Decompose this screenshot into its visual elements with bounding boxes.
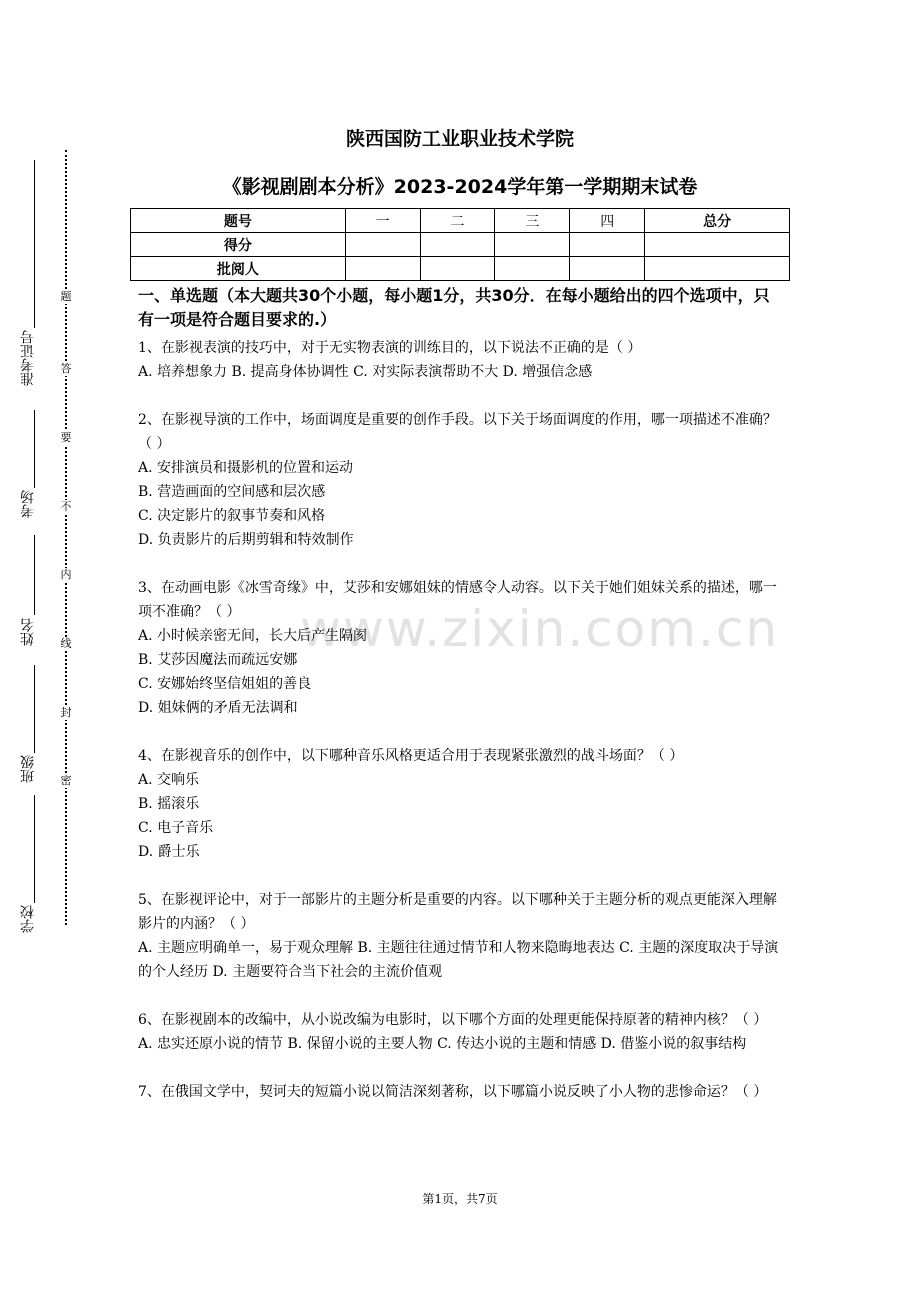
exam-room-label: 考场 <box>20 490 36 518</box>
question-item <box>138 408 784 552</box>
watermark: www.zixin.com.cn <box>300 600 780 658</box>
question-stem: 3、在动画电影《冰雪奇缘》中，艾莎和安娜姐妹的情感令人动容。以下关于她们姐妹关系的描述，哪一项不准确？（ ） <box>138 580 777 620</box>
exam-room-line <box>34 410 35 488</box>
question-option: D. 爵士乐 <box>138 844 200 860</box>
seal-char: 要 <box>60 431 72 444</box>
score-table-header-cell: 题号 <box>131 209 346 233</box>
score-table-header-cell: 四 <box>570 209 645 233</box>
question-item <box>138 1080 784 1104</box>
exam-id-label: 准考证号 <box>20 330 36 386</box>
question-option: A. 培养想象力 B. 提高身体协调性 C. 对实际表演帮助不大 D. 增强信念感 <box>138 364 593 380</box>
question-option: B. 艾莎因魔法而疏远安娜 <box>138 652 298 668</box>
question-option: A. 忠实还原小说的情节 B. 保留小说的主要人物 C. 传达小说的主题和情感 D. 借鉴小说的叙事结构 <box>138 1036 747 1052</box>
score-cell <box>570 257 645 281</box>
seal-char: 不 <box>60 500 72 513</box>
score-table-row <box>131 233 790 257</box>
seal-char: 密 <box>60 774 72 787</box>
seal-dotted-line <box>65 150 67 925</box>
score-cell <box>570 233 645 257</box>
name-line <box>34 535 35 615</box>
seal-char: 线 <box>60 637 72 650</box>
question-stem: 4、在影视音乐的创作中，以下哪种音乐风格更适合用于表现紧张激烈的战斗场面？（ ） <box>138 748 684 764</box>
question-option: A. 小时候亲密无间，长大后产生隔阂 <box>138 628 368 644</box>
class-line <box>34 665 35 753</box>
question-item <box>138 744 784 864</box>
score-table-header-row <box>131 209 790 233</box>
score-cell <box>645 257 790 281</box>
question-option: C. 安娜始终坚信姐姐的善良 <box>138 676 312 692</box>
question-list <box>138 336 784 1104</box>
question-option: C. 电子音乐 <box>138 820 214 836</box>
score-cell <box>420 257 495 281</box>
question-option: A. 主题应明确单一，易于观众理解 B. 主题往往通过情节和人物来隐晦地表达 C. 主题的深度取决于导演的个人经历 D. 主题要符合当下社会的主流价值观 <box>138 940 779 980</box>
question-item <box>138 576 784 720</box>
question-option: A. 安排演员和摄影机的位置和运动 <box>138 460 354 476</box>
score-table-header-cell: 三 <box>495 209 570 233</box>
question-item <box>138 336 784 384</box>
question-stem: 7、在俄国文学中，契诃夫的短篇小说以简洁深刻著称，以下哪篇小说反映了小人物的悲惨命运？（ ） <box>138 1084 768 1100</box>
score-table-header-cell: 一 <box>345 209 420 233</box>
score-cell <box>495 257 570 281</box>
score-cell <box>495 233 570 257</box>
school-title: 陕西国防工业职业技术学院 <box>345 128 574 150</box>
score-cell <box>345 233 420 257</box>
question-stem: 6、在影视剧本的改编中，从小说改编为电影时，以下哪个方面的处理更能保持原著的精神内核？（ ） <box>138 1012 768 1028</box>
question-option: D. 姐妹俩的矛盾无法调和 <box>138 700 298 716</box>
question-stem: 5、在影视评论中，对于一部影片的主题分析是重要的内容。以下哪种关于主题分析的观点更能深入理解影片的内涵？（ ） <box>138 892 777 932</box>
score-cell <box>645 233 790 257</box>
class-label: 班级 <box>20 755 36 783</box>
name-label: 姓名 <box>20 618 36 646</box>
seal-char: 封 <box>60 706 72 719</box>
question-option: D. 负责影片的后期剪辑和特效制作 <box>138 532 354 548</box>
score-table-header-cell: 二 <box>420 209 495 233</box>
exam-title: 《影视剧剧本分析》2023-2024学年第一学期期末试卷 <box>222 176 698 198</box>
question-stem: 2、在影视导演的工作中，场面调度是重要的创作手段。以下关于场面调度的作用，哪一项描述不准确？（ ） <box>138 412 777 452</box>
score-table-header-cell: 总分 <box>645 209 790 233</box>
score-cell <box>345 257 420 281</box>
score-table-row <box>131 257 790 281</box>
seal-char: 答 <box>60 362 72 375</box>
question-option: A. 交响乐 <box>138 772 200 788</box>
score-row-label: 批阅人 <box>131 257 346 281</box>
question-option: B. 营造画面的空间感和层次感 <box>138 484 326 500</box>
school-label: 学校 <box>20 905 36 933</box>
question-stem: 1、在影视表演的技巧中，对于无实物表演的训练目的，以下说法不正确的是（ ） <box>138 340 642 356</box>
score-row-label: 得分 <box>131 233 346 257</box>
question-option: B. 摇滚乐 <box>138 796 200 812</box>
seal-char: 题 <box>60 290 72 303</box>
school-line <box>34 795 35 903</box>
page-number: 第1页，共7页 <box>422 1192 498 1206</box>
question-option: C. 决定影片的叙事节奏和风格 <box>138 508 326 524</box>
score-cell <box>420 233 495 257</box>
question-section <box>138 284 784 1128</box>
question-item <box>138 888 784 984</box>
seal-char: 内 <box>60 568 72 581</box>
exam-id-line <box>34 160 35 328</box>
section-title: 一、单选题（本大题共30个小题，每小题1分，共30分．在每小题给出的四个选项中，只有一项是符合题目要求的.） <box>138 286 770 329</box>
score-table <box>130 208 790 281</box>
question-item <box>138 1008 784 1056</box>
